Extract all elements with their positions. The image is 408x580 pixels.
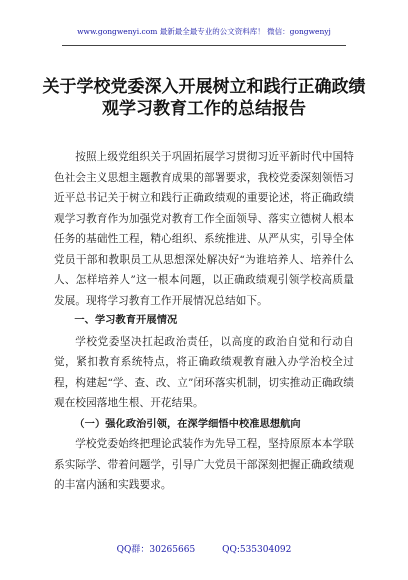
footer-qq-group: QQ群：30265665	[116, 545, 196, 555]
page-header-links: www.gongwenyi.com 最新最全最专业的公文资料库！ 微信：gongwenyj	[77, 27, 331, 36]
footer-qq: QQ:535304092	[222, 545, 292, 555]
body-paragraph: 学校党委始终把理论武装作为先导工程，坚持原原本本学联系实际学、带着问题学，引导广大党员干部深刻把握正确政绩观的丰富内涵和实践要求。	[54, 438, 354, 491]
body-paragraph: 学校党委坚决扛起政治责任，以高度的政治自觉和行动自觉，紧扣教育系统特点，将正确政绩观教育融入办学治校全过程，构建起“学、查、改、立”闭环落实机制，切实推动正确政绩观在校园落地生根、开花结果。	[54, 335, 354, 409]
document-body	[54, 147, 354, 496]
subsection-heading: （一）强化政治引领，在深学细悟中校准思想航向	[74, 417, 301, 430]
section-heading: 一、学习教育开展情况	[74, 315, 178, 326]
page-footer	[0, 542, 408, 555]
header-divider	[62, 45, 346, 46]
intro-paragraph: 按照上级党组织关于巩固拓展学习贯彻习近平新时代中国特色社会主义思想主题教育成果的部署要求，我校党委深刻领悟习近平总书记关于树立和践行正确政绩观的重要论述，将正确政绩观学习教育作为加强党对教育工作全面领导、落实立德树人根本任务的基础性工程，精心组织、系统推进、从严从实，引导全体党员干部和教职员工从思想深处解决好“为谁培养人、培养什么人、怎样培养人”这一根本问题，以正确政绩观引领学校高质量发展。现将学习教育工作开展情况总结如下。	[54, 151, 354, 307]
document-title: 关于学校党委深入开展树立和践行正确政绩观学习教育工作的总结报告	[42, 77, 366, 119]
